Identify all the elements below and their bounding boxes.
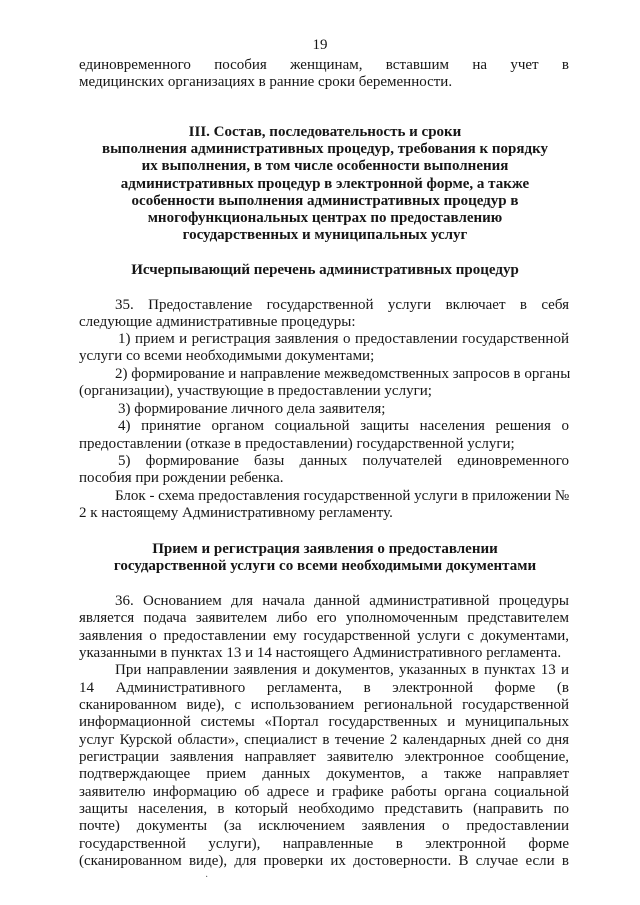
intro-line: медицинских организациях в ранние сроки беременности.: [79, 74, 453, 90]
para-36-line: (сканированном виде), для проверки их достоверности. В случае если в: [79, 853, 569, 869]
subheading-reception: государственной услуги со всеми необходимыми документами: [113, 558, 537, 574]
para-36-line: При направлении заявления и документов, указанных в пунктах 13 и: [115, 662, 569, 678]
section-title-line: выполнения административных процедур, требования к порядку: [102, 141, 548, 157]
para-35-line: 2) формирование и направление межведомственных запросов в органы: [115, 366, 571, 382]
para-35-line: 35. Предоставление государственной услуги включает в себя: [115, 297, 569, 313]
para-36-line: регистрации заявления направляет заявителю электронное сообщение,: [79, 749, 569, 765]
para-36-line: подтверждающее прием данных документов, а также направляет: [79, 766, 569, 782]
subheading-procedures: Исчерпывающий перечень административных процедур: [131, 262, 519, 278]
para-36-line: является подача заявителем либо его уполномоченным представителем: [79, 610, 569, 626]
page-number: 19: [312, 37, 328, 53]
para-35-line: 1) прием и регистрация заявления о предоставлении государственной: [118, 331, 569, 347]
para-35-line: 3) формирование личного дела заявителя;: [118, 401, 386, 417]
para-35-line: 4) принятие органом социальной защиты населения решения о: [118, 418, 569, 434]
para-35-line: пособия при рождении ребенка.: [79, 470, 284, 486]
section-title-line: их выполнения, в том числе особенности выполнения: [141, 158, 509, 174]
para-36-line: почте) документы (за исключением заявления о предоставлении: [79, 818, 569, 834]
para-35-line: (организации), участвующие в предоставлении услуги;: [79, 383, 432, 399]
para-35-line: Блок - схема предоставления государственной услуги в приложении №: [115, 488, 570, 504]
section-title-line: административных процедур в электронной форме, а также: [120, 176, 530, 192]
section-title-line: III. Состав, последовательность и сроки: [188, 124, 462, 140]
para-36-line: сканированном виде), с использованием региональной государственной: [79, 697, 569, 713]
para-36-line: заявления о предоставлении ему государственной услуги с документами,: [79, 628, 569, 644]
para-36-line: информационной системы «Портал государственных и муниципальных: [79, 714, 569, 730]
intro-line: единовременного пособия женщинам, вставшим на учет в: [79, 57, 569, 73]
para-35-line: следующие административные процедуры:: [79, 314, 356, 330]
para-36-line: защиты населения, в который необходимо представить (направить по: [79, 801, 569, 817]
para-36-line: указанными в пунктах 13 и 14 настоящего Административного регламента.: [79, 645, 562, 661]
para-36-line: услуг Курской области», специалист в течение 2 календарных дней со дня: [79, 732, 569, 748]
para-35-line: предоставлении (отказе в предоставлении) государственной услуги;: [79, 436, 515, 452]
para-36-line: государственной услуги), направленные в электронной форме: [79, 836, 569, 852]
para-36-line: заявителю информацию об адресе и графике работы органа социальной: [79, 784, 569, 800]
section-title-line: государственных и муниципальных услуг: [182, 227, 468, 243]
para-36-line: 36. Основанием для начала данной административной процедуры: [115, 593, 569, 609]
para-35-line: услуги со всеми необходимыми документами;: [79, 348, 375, 364]
scan-mark: ·: [205, 872, 209, 883]
para-36-line: 14 Административного регламента, в электронной форме (в: [79, 680, 569, 696]
section-title-line: многофункциональных центрах по предоставлению: [147, 210, 503, 226]
para-35-line: 5) формирование базы данных получателей единовременного: [118, 453, 569, 469]
para-35-line: 2 к настоящему Административному регламенту.: [79, 505, 393, 521]
section-title-line: особенности выполнения административных процедур в: [131, 193, 519, 209]
subheading-reception: Прием и регистрация заявления о предоставлении: [152, 541, 498, 557]
